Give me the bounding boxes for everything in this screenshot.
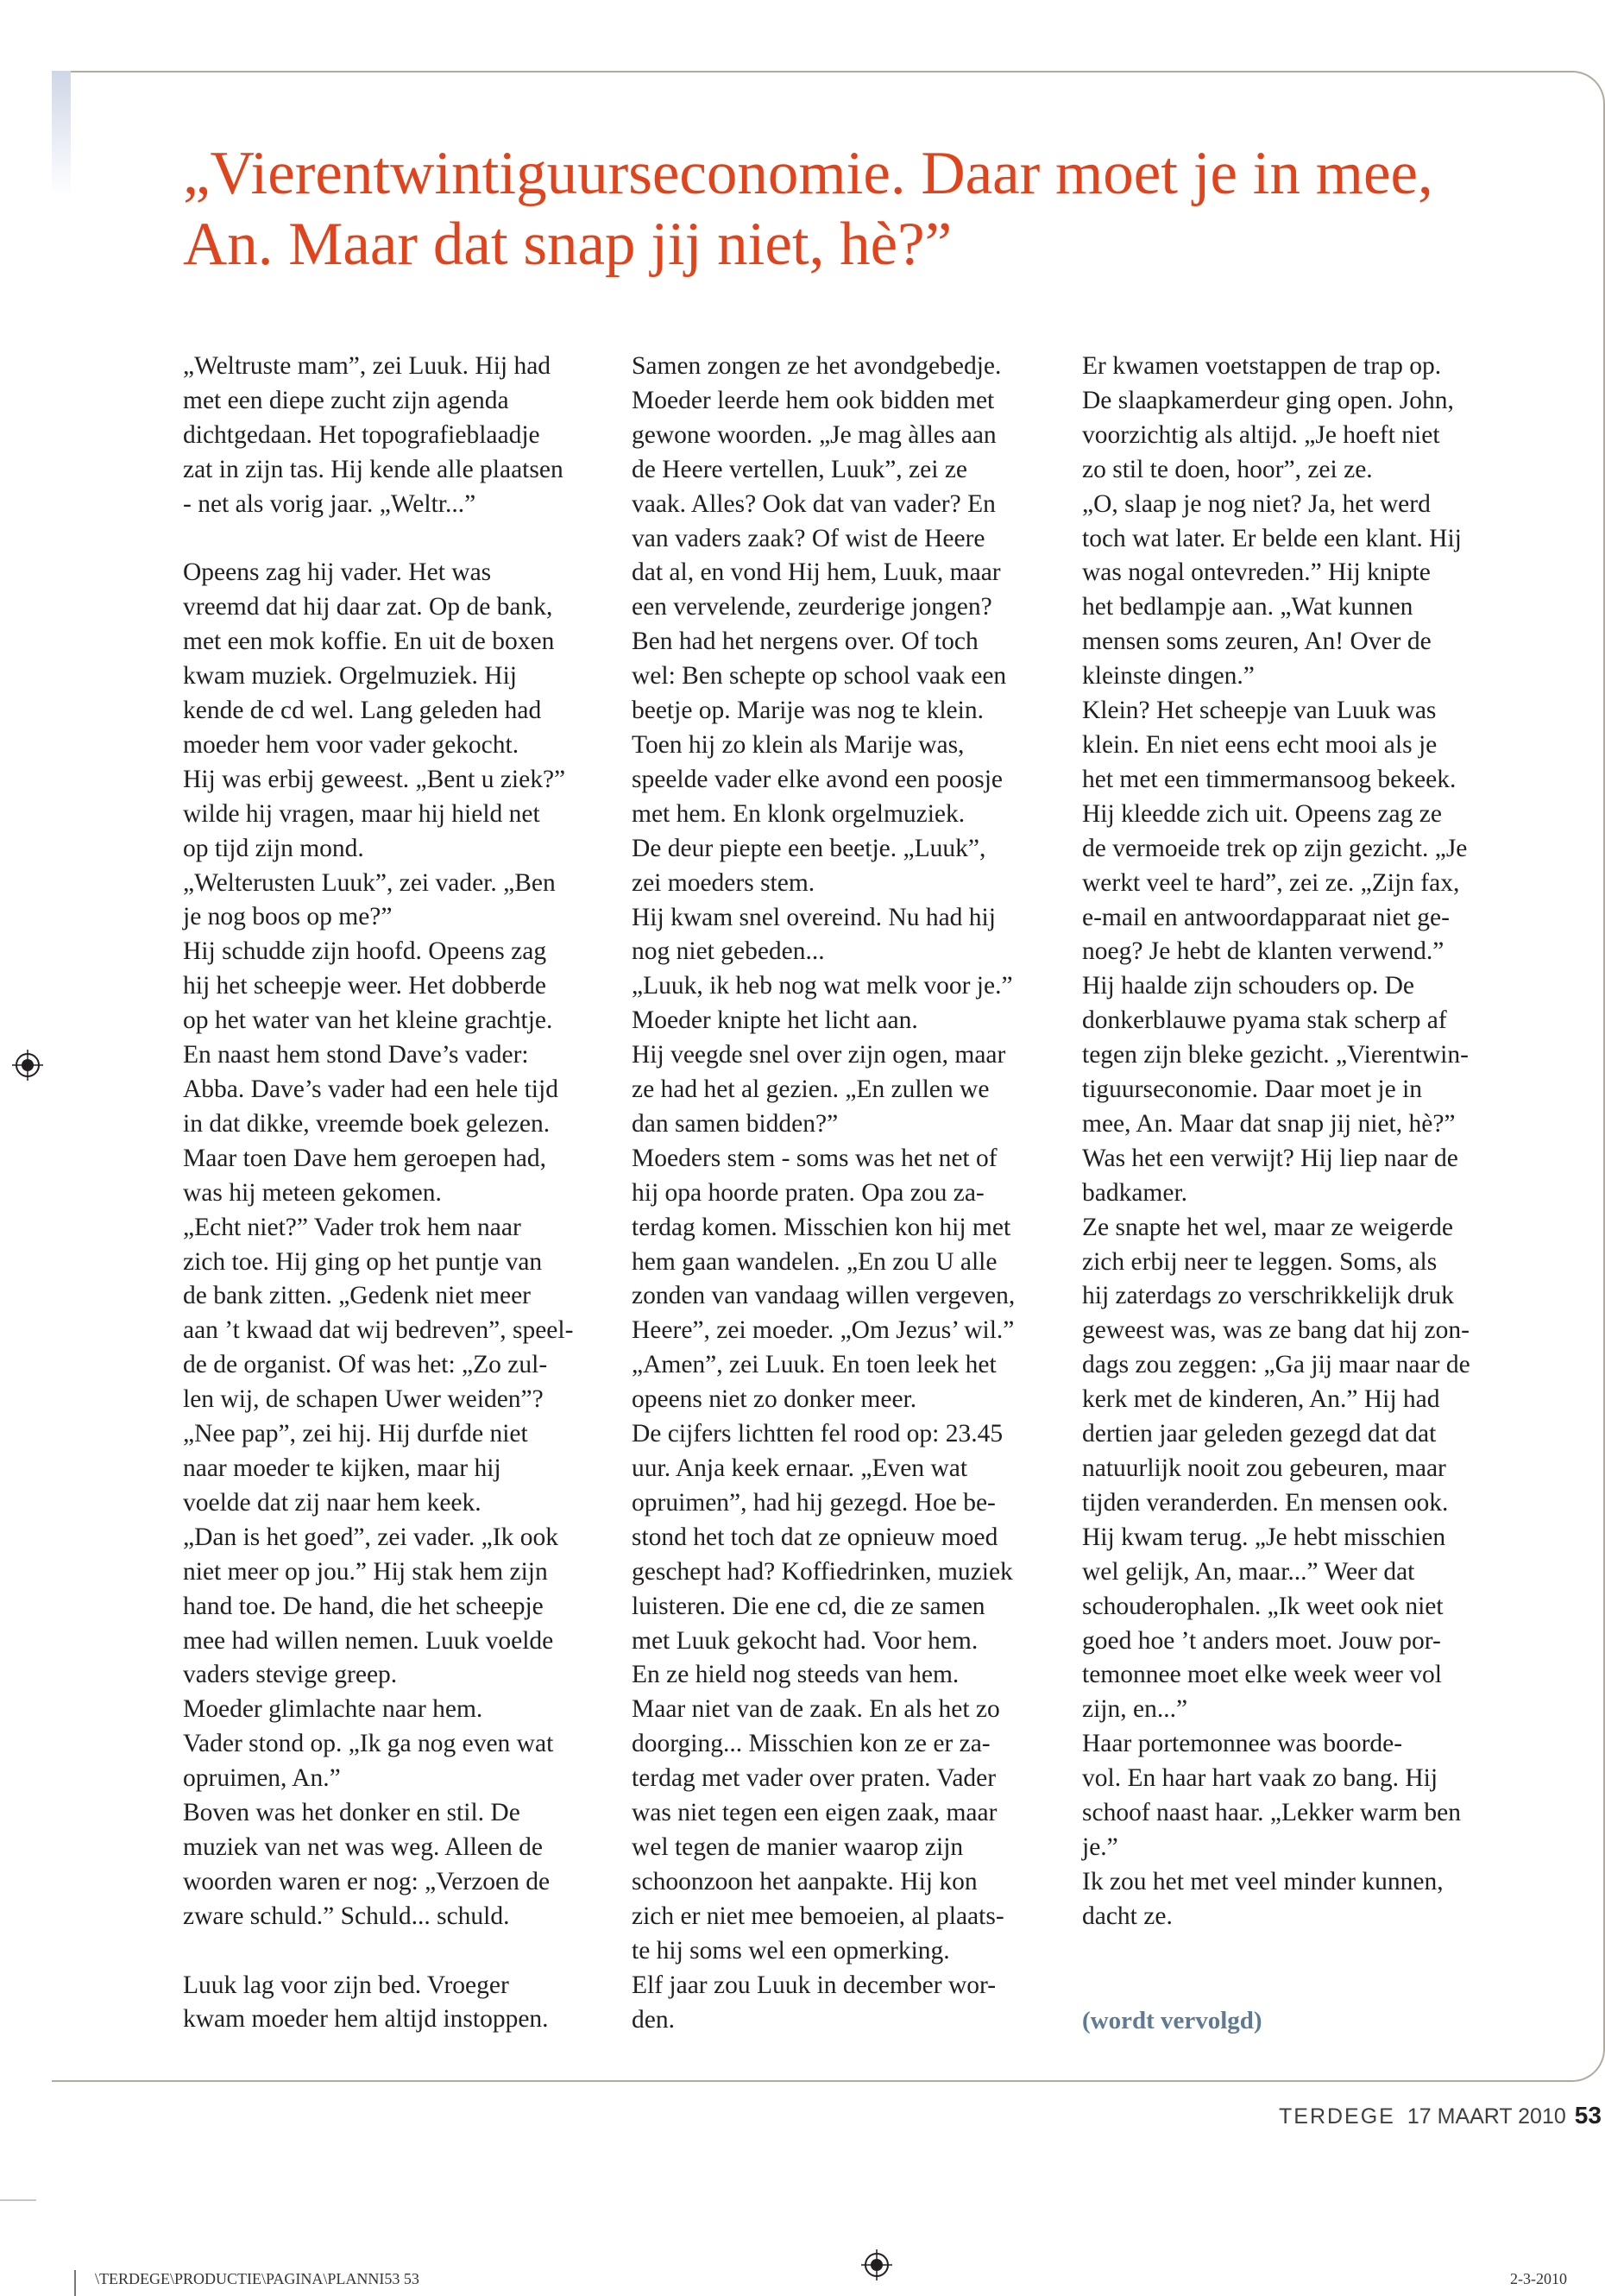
page-edge-stripe xyxy=(52,71,71,196)
to-be-continued-label: (wordt vervolgd) xyxy=(1082,2007,1262,2034)
crop-mark-vertical xyxy=(74,2270,76,2296)
text-column-3 xyxy=(1082,350,1514,1934)
article-paragraph: Er kwamen voetstappen de trap op. De slaapkamerdeur ging open. John, voorzichtig als altijd. „Je hoeft niet zo stil te doen, hoor”, zei ze. „O, slaap je nog niet? Ja, het werd toch wat later. Er belde een klant. Hij was nogal ontevreden.” Hij knipte het bedlampje aan. „Wat kunnen mensen soms zeuren, An! Over de kleinste dingen.” Klein? Het scheepje van Luuk was klein. En niet eens echt mooi als je het met een timmermansoog bekeek. Hij kleedde zich uit. Opeens zag ze de vermoeide trek op zijn gezicht. „Je werkt veel te hard”, zei ze. „Zijn fax, e-mail en antwoordapparaat niet ge- noeg? Je hebt de klanten verwend.” Hij haalde zijn schouders op. De donkerblauwe pyama stak scherp af tegen zijn bleke gezicht. „Vierentwin- tiguurseconomie. Daar moet je in mee, An. Maar dat snap jij niet, hè?” Was het een verwijt? Hij liep naar de badkamer. Ze snapte het wel, maar ze weigerde zich erbij neer te leggen. Soms, als hij zaterdags zo verschrikkelijk druk geweest was, was ze bang dat hij zon- dags zou zeggen: „Ga jij maar naar de kerk met de kinderen, An.” Hij had dertien jaar geleden gezegd dat dat natuurlijk nooit zou gebeuren, maar tijden veranderden. En mensen ook. Hij kwam terug. „Je hebt misschien wel gelijk, An, maar...” Weer dat schouderophalen. „Ik weet ook niet goed hoe ’t anders moet. Jouw por- temonnee moet elke week weer vol zijn, en...” Haar portemonnee was boorde- vol. En haar hart vaak zo bang. Hij schoof naast haar. „Lekker warm ben je.” Ik zou het met veel minder kunnen, dacht ze. xyxy=(1082,352,1470,1930)
registration-mark-icon xyxy=(12,1050,43,1081)
issue-date: 17 MAART 2010 xyxy=(1407,2104,1566,2129)
article-paragraph: Opeens zag hij vader. Het was vreemd dat hij daar zat. Op de bank, met een mok koffie. En uit de boxen kwam muziek. Orgelmuziek. Hij kende de cd wel. Lang geleden had moeder hem voor vader gekocht. Hij was erbij geweest. „Bent u ziek?” wilde hij vragen, maar hij hield net op tijd zijn mond. „Welterusten Luuk”, zei vader. „Ben je nog boos op me?” Hij schudde zijn hoofd. Opeens zag hij het scheepje weer. Het dobberde op het water van het kleine grachtje. En naast hem stond Dave’s vader: Abba. Dave’s vader had een hele tijd in dat dikke, vreemde boek gelezen. Maar toen Dave hem geroepen had, was hij meteen gekomen. „Echt niet?” Vader trok hem naar zich toe. Hij ging op het puntje van de bank zitten. „Gedenk niet meer aan ’t kwaad dat wij bedreven”, speel- de de organist. Of was het: „Zo zul- len wij, de schapen Uwer weiden”? „Nee pap”, zei hij. Hij durfde niet naar moeder te kijken, maar hij voelde dat zij naar hem keek. „Dan is het goed”, zei vader. „Ik ook niet meer op jou.” Hij stak hem zijn hand toe. De hand, die het scheepje mee had willen nemen. Luuk voelde vaders stevige greep. Moeder glimlachte naar hem. Vader stond op. „Ik ga nog even wat opruimen, An.” Boven was het donker en stil. De muziek van net was weg. Alleen de woorden waren er nog: „Verzoen de zware schuld.” Schuld... schuld. xyxy=(183,558,574,1930)
article-paragraph: Luuk lag voor zijn bed. Vroeger kwam moeder hem altijd instoppen. xyxy=(183,1971,549,2034)
print-slug-date: 2-3-2010 xyxy=(1510,2270,1567,2287)
article-paragraph: „Weltruste mam”, zei Luuk. Hij had met een diepe zucht zijn agenda dichtgedaan. Het topografieblaadje zat in zijn tas. Hij kende alle plaatsen - net als vorig jaar. „Weltr...” xyxy=(183,352,563,518)
page-number: 53 xyxy=(1574,2102,1602,2129)
text-column-1 xyxy=(183,350,614,2037)
print-slug-path: \TERDEGE\PRODUCTIE\PAGINA\PLANNI53 53 xyxy=(95,2270,419,2287)
article-paragraph: Samen zongen ze het avondgebedje. Moeder leerde hem ook bidden met gewone woorden. „Je mag àlles aan de Heere vertellen, Luuk”, zei ze vaak. Alles? Ook dat van vader? En van vaders zaak? Of wist de Heere dat al, en vond Hij hem, Luuk, maar een vervelende, zeurderige jongen? Ben had het nergens over. Of toch wel: Ben schepte op school vaak een beetje op. Marije was nog te klein. Toen hij zo klein als Marije was, speelde vader elke avond een poosje met hem. En klonk orgelmuziek. De deur piepte een beetje. „Luuk”, zei moeders stem. Hij kwam snel overeind. Nu had hij nog niet gebeden... „Luuk, ik heb nog wat melk voor je.” Moeder knipte het licht aan. Hij veegde snel over zijn ogen, maar ze had het al gezien. „En zullen we dan samen bidden?” Moeders stem - soms was het net of hij opa hoorde praten. Opa zou za- terdag komen. Misschien kon hij met hem gaan wandelen. „En zou U alle zonden van vandaag willen vergeven, Heere”, zei moeder. „Om Jezus’ wil.” „Amen”, zei Luuk. En toen leek het opeens niet zo donker meer. De cijfers lichtten fel rood op: 23.45 uur. Anja keek ernaar. „Even wat opruimen”, had hij gezegd. Hoe be- stond het toch dat ze opnieuw moed geschept had? Koffiedrinken, muziek luisteren. Die ene cd, die ze samen met Luuk gekocht had. Voor hem. En ze hield nog steeds van hem. Maar niet van de zaak. En als het zo doorging... Misschien kon ze er za- terdag met vader over praten. Vader was niet tegen een eigen zaak, maar wel tegen de manier waarop zijn schoonzoon het aanpakte. Hij kon zich er niet mee bemoeien, al plaats- te hij soms wel een opmerking. Elf jaar zou Luuk in december wor- den. xyxy=(632,352,1016,2034)
page-footer xyxy=(1279,2102,1602,2140)
crop-mark-horizontal xyxy=(0,2199,36,2201)
registration-mark-icon xyxy=(861,2249,892,2280)
pull-quote-headline: „Vierentwintiguurseconomie. Daar moet je in mee, An. Maar dat snap jij niet, hè?” xyxy=(183,140,1433,278)
magazine-name: TERDEGE xyxy=(1279,2104,1395,2129)
text-column-2 xyxy=(632,350,1063,2037)
